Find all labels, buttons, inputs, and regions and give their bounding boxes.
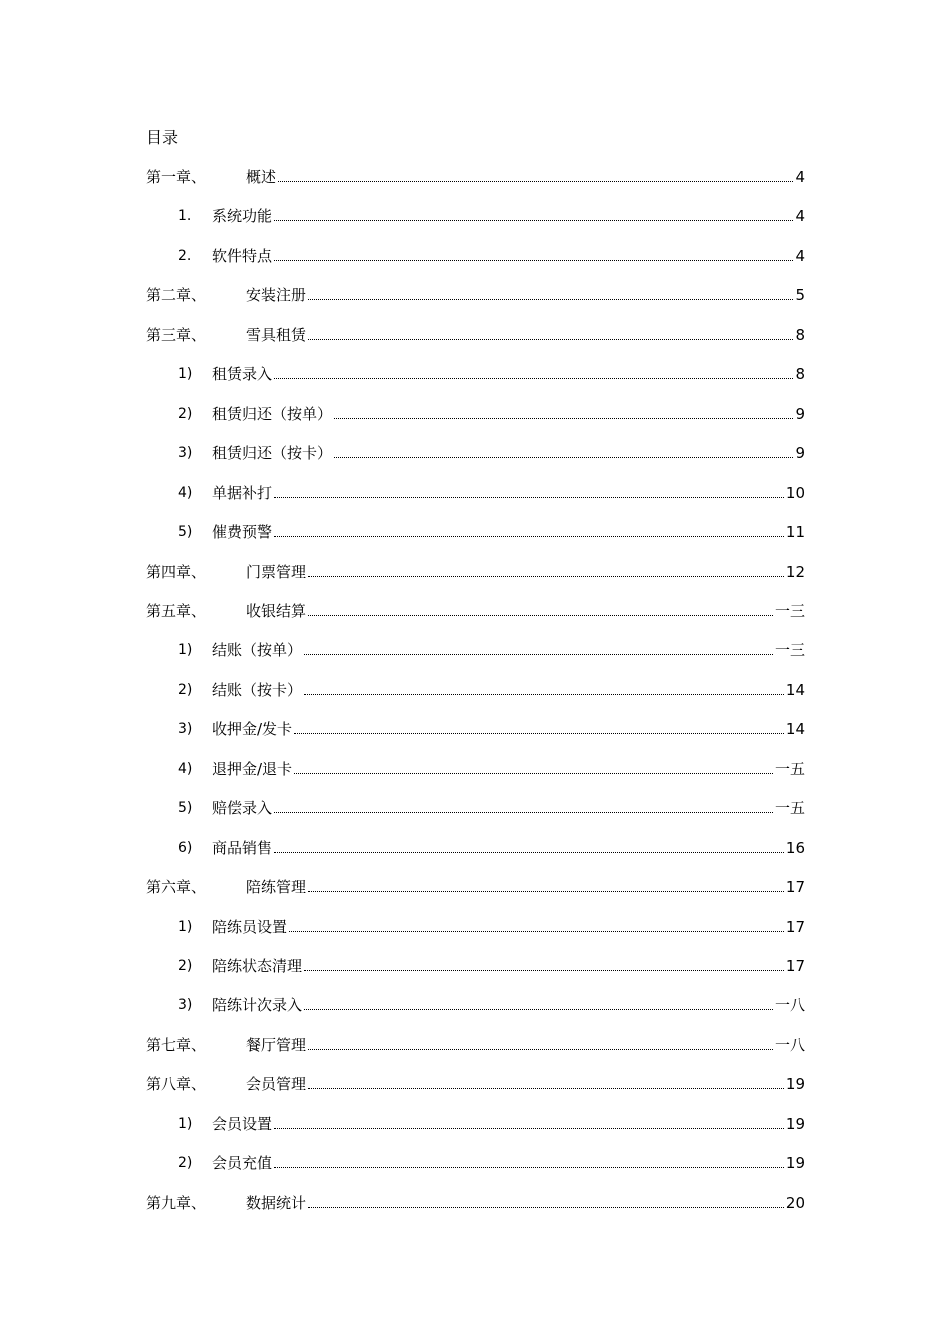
toc-entry-label: 会员设置	[212, 1114, 273, 1133]
toc-entry-number: 第五章、	[146, 601, 207, 620]
toc-entry-page-number: 12	[785, 562, 805, 581]
toc-entry-line	[246, 876, 805, 898]
toc-entry-number: 2)	[178, 681, 193, 698]
toc-dot-leader	[308, 1049, 773, 1050]
toc-dot-leader	[274, 497, 784, 498]
toc-entry-label: 陪练员设置	[212, 917, 288, 936]
toc-dot-leader	[274, 1128, 784, 1129]
toc-entry-page-number: 一八	[774, 996, 805, 1015]
toc-entry[interactable]	[0, 916, 950, 938]
toc-entry-page-number: 一五	[774, 799, 805, 818]
toc-entry-label: 会员管理	[246, 1075, 307, 1094]
toc-entry[interactable]	[0, 403, 950, 425]
toc-entry-number: 2)	[178, 958, 193, 974]
toc-entry-number: 第一章、	[146, 168, 207, 186]
toc-entry-number: 1.	[178, 208, 192, 225]
toc-dot-leader	[274, 536, 784, 537]
toc-entry[interactable]	[0, 521, 950, 543]
toc-entry-label: 结账（按卡）	[212, 680, 303, 699]
toc-entry-line	[246, 166, 805, 188]
toc-entry[interactable]	[0, 1152, 950, 1174]
toc-entry-page-number: 5	[795, 286, 805, 305]
toc-dot-leader	[294, 773, 773, 774]
toc-entry-page-number: 4	[795, 246, 805, 265]
toc-entry-number: 1)	[178, 1115, 193, 1132]
toc-entry-page-number: 14	[785, 680, 805, 699]
toc-entry[interactable]	[0, 442, 950, 464]
toc-dot-leader	[274, 852, 784, 853]
toc-entry[interactable]	[0, 994, 950, 1016]
toc-dot-leader	[304, 970, 784, 971]
toc-entry-number: 第二章、	[146, 286, 207, 305]
toc-entry[interactable]	[0, 679, 950, 701]
toc-entry-number: 5)	[178, 524, 193, 541]
toc-entry-label: 催费预警	[212, 523, 273, 542]
toc-entry-label: 租赁归还（按卡）	[212, 444, 333, 463]
toc-entry-page-number: 4	[795, 207, 805, 226]
toc-entry-line	[246, 1073, 805, 1095]
toc-entry[interactable]	[0, 363, 950, 385]
toc-entry-number: 3)	[178, 721, 193, 738]
toc-entry-line	[212, 403, 805, 425]
toc-dot-leader	[308, 339, 793, 340]
toc-entry[interactable]	[0, 561, 950, 583]
toc-entry-line	[212, 955, 805, 977]
toc-entry-label: 租赁录入	[212, 365, 273, 384]
toc-entry-line	[212, 245, 805, 267]
toc-entry-label: 安装注册	[246, 286, 307, 305]
toc-dot-leader	[274, 220, 793, 221]
toc-entry-page-number: 4	[795, 168, 805, 186]
toc-entry-number: 第四章、	[146, 562, 207, 581]
toc-dot-leader	[308, 891, 784, 892]
toc-entry-number: 第六章、	[146, 878, 207, 897]
toc-entry[interactable]	[0, 600, 950, 622]
toc-dot-leader	[308, 1207, 784, 1208]
toc-entry-page-number: 17	[785, 957, 805, 975]
toc-entry[interactable]	[0, 205, 950, 227]
toc-entry-line	[246, 324, 805, 346]
toc-entry[interactable]	[0, 1034, 950, 1056]
toc-entry-number: 2)	[178, 1155, 193, 1172]
toc-entry-label: 会员充值	[212, 1154, 273, 1173]
toc-dot-leader	[308, 615, 773, 616]
toc-entry-label: 结账（按单）	[212, 641, 303, 660]
toc-entry-label: 陪练状态清理	[212, 957, 303, 975]
toc-dot-leader	[274, 378, 793, 379]
toc-entry-page-number: 8	[795, 365, 805, 384]
toc-entry-number: 第七章、	[146, 1035, 207, 1054]
toc-entry[interactable]	[0, 837, 950, 859]
toc-entry-page-number: 17	[785, 878, 805, 897]
toc-entry-number: 1)	[178, 366, 193, 383]
toc-entry-page-number: 8	[795, 325, 805, 344]
toc-entry-label: 软件特点	[212, 246, 273, 265]
toc-entry-number: 2)	[178, 405, 193, 422]
toc-entry[interactable]	[0, 797, 950, 819]
toc-dot-leader	[274, 1167, 784, 1168]
toc-entry-label: 门票管理	[246, 562, 307, 581]
toc-entry-label: 雪具租赁	[246, 325, 307, 344]
toc-entry-label: 概述	[246, 168, 277, 186]
toc-dot-leader	[334, 418, 793, 419]
toc-entry-line	[212, 639, 805, 661]
toc-entry-line	[212, 1113, 805, 1135]
toc-entry-page-number: 19	[785, 1075, 805, 1094]
toc-entry[interactable]	[0, 166, 950, 188]
toc-entry-number: 6)	[178, 839, 193, 856]
toc-entry-line	[212, 482, 805, 504]
toc-entry-line	[212, 679, 805, 701]
toc-entry-page-number: 17	[785, 917, 805, 936]
toc-entry-page-number: 一三	[774, 601, 805, 620]
toc-entry[interactable]	[0, 955, 950, 977]
toc-entry-line	[212, 994, 805, 1016]
toc-entry-number: 4)	[178, 484, 193, 501]
toc-entry-line	[212, 797, 805, 819]
toc-entry[interactable]	[0, 482, 950, 504]
toc-entry-line	[212, 363, 805, 385]
toc-entry-label: 收押金/发卡	[212, 720, 293, 739]
toc-entry-label: 陪练管理	[246, 878, 307, 897]
toc-entry-line	[212, 205, 805, 227]
toc-entry-line	[246, 600, 805, 622]
toc-entry-label: 租赁归还（按单）	[212, 404, 333, 423]
toc-dot-leader	[278, 181, 793, 182]
toc-entry-number: 第八章、	[146, 1075, 207, 1094]
toc-dot-leader	[289, 931, 784, 932]
toc-entry-label: 商品销售	[212, 838, 273, 857]
toc-entry-line	[212, 442, 805, 464]
toc-title: 目录	[146, 128, 179, 147]
toc-entry-number: 第三章、	[146, 325, 207, 344]
toc-entry-number: 3)	[178, 997, 193, 1014]
toc-entry-label: 赔偿录入	[212, 799, 273, 818]
toc-dot-leader	[308, 1088, 784, 1089]
toc-entry-line	[212, 1152, 805, 1174]
toc-entry-label: 餐厅管理	[246, 1035, 307, 1054]
toc-entry-number: 1)	[178, 918, 193, 935]
toc-entry[interactable]	[0, 718, 950, 740]
toc-entry-page-number: 20	[785, 1193, 805, 1212]
toc-dot-leader	[274, 812, 773, 813]
toc-entry-label: 单据补打	[212, 483, 273, 502]
toc-entry-line	[212, 916, 805, 938]
toc-dot-leader	[294, 733, 784, 734]
toc-entry-label: 收银结算	[246, 601, 307, 620]
toc-entry[interactable]	[0, 1073, 950, 1095]
toc-entry-page-number: 19	[785, 1114, 805, 1133]
toc-entry-page-number: 19	[785, 1154, 805, 1173]
toc-entry-page-number: 11	[785, 523, 805, 542]
toc-entry-label: 退押金/退卡	[212, 759, 293, 778]
toc-entry[interactable]	[0, 1113, 950, 1135]
toc-dot-leader	[304, 694, 784, 695]
toc-entry-line	[246, 1034, 805, 1056]
toc-entry-page-number: 一八	[774, 1035, 805, 1054]
toc-entry[interactable]	[0, 245, 950, 267]
toc-entry[interactable]	[0, 639, 950, 661]
toc-entry-page-number: 一五	[774, 759, 805, 778]
toc-entry-number: 4)	[178, 760, 193, 777]
toc-entry-line	[212, 837, 805, 859]
toc-entry[interactable]	[0, 324, 950, 346]
toc-entry-line	[246, 1192, 805, 1214]
toc-dot-leader	[304, 1009, 773, 1010]
toc-entry-number: 5)	[178, 800, 193, 817]
toc-entry-label: 系统功能	[212, 207, 273, 226]
toc-entry-label: 数据统计	[246, 1193, 307, 1212]
toc-dot-leader	[308, 299, 793, 300]
toc-entry-page-number: 14	[785, 720, 805, 739]
toc-entry-page-number: 9	[795, 444, 805, 463]
toc-entry-line	[246, 284, 805, 306]
toc-entry[interactable]	[0, 758, 950, 780]
toc-entry[interactable]	[0, 1192, 950, 1214]
toc-entry-number: 2.	[178, 247, 192, 264]
toc-entry-page-number: 一三	[774, 641, 805, 660]
toc-dot-leader	[308, 576, 784, 577]
toc-dot-leader	[334, 457, 793, 458]
toc-entry-page-number: 9	[795, 404, 805, 423]
toc-entry-number: 第九章、	[146, 1193, 207, 1212]
toc-entry-page-number: 16	[785, 838, 805, 857]
toc-entry-number: 3)	[178, 445, 193, 462]
toc-dot-leader	[274, 260, 793, 261]
toc-entry-line	[246, 561, 805, 583]
toc-entry-label: 陪练计次录入	[212, 996, 303, 1015]
toc-entry-line	[212, 521, 805, 543]
toc-entry-page-number: 10	[785, 483, 805, 502]
toc-entry-line	[212, 718, 805, 740]
toc-dot-leader	[304, 654, 773, 655]
toc-entry-number: 1)	[178, 642, 193, 659]
toc-entry-line	[212, 758, 805, 780]
toc-entry[interactable]	[0, 284, 950, 306]
toc-entry[interactable]	[0, 876, 950, 898]
